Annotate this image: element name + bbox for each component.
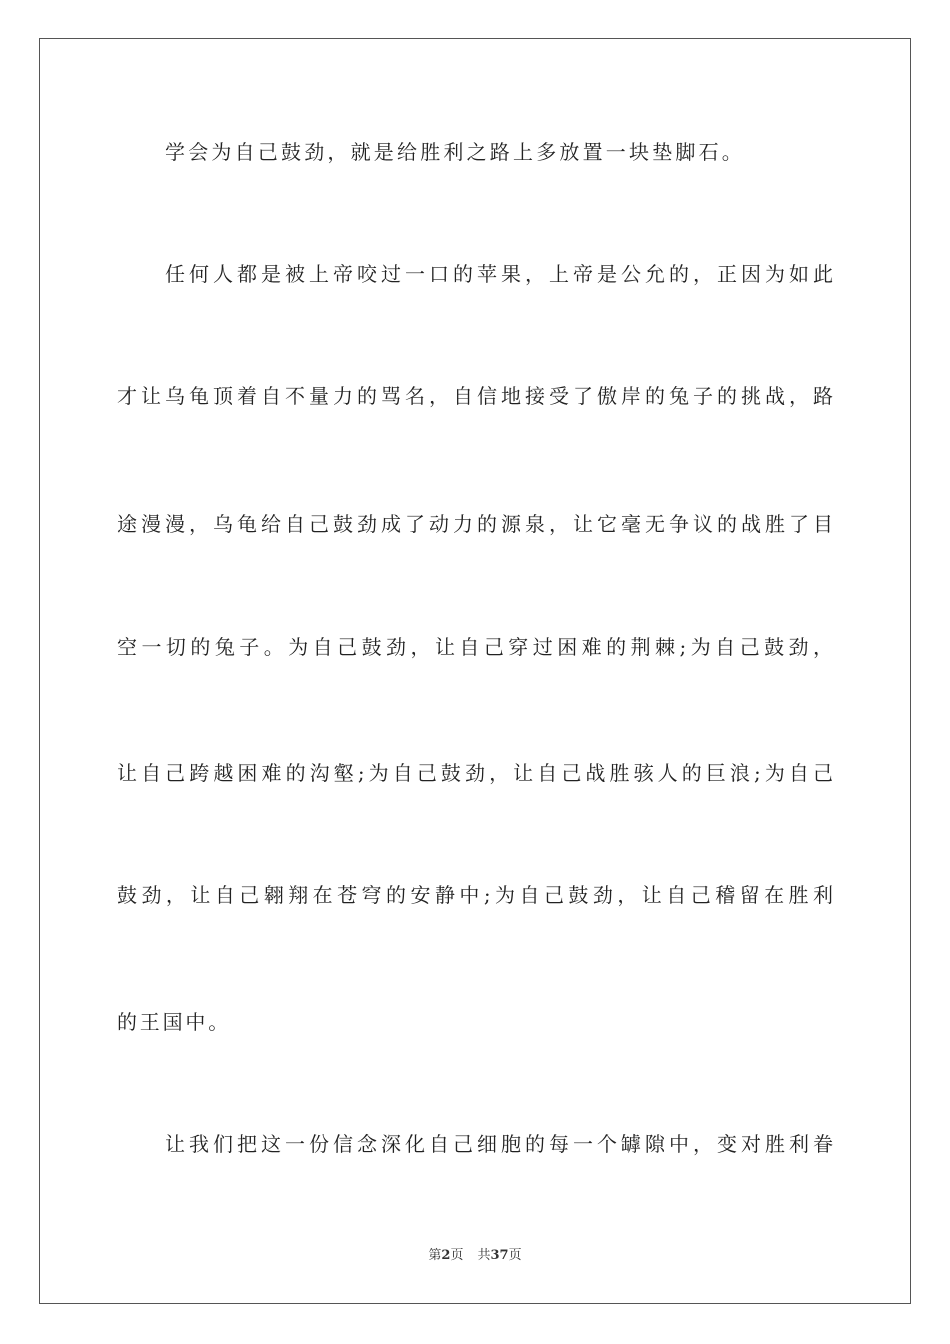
page-number: 2 [441, 1248, 451, 1263]
paragraph-line: 才让乌龟顶着自不量力的骂名，自信地接受了傲岸的兔子的挑战，路 [117, 384, 833, 408]
paragraph-line: 空一切的兔子。为自己鼓劲，让自己穿过困难的荆棘;为自己鼓劲， [117, 635, 833, 659]
page-footer [0, 1246, 950, 1266]
page-border [39, 38, 911, 1304]
page-prefix: 第 [428, 1248, 442, 1263]
page-suffix: 页 [450, 1248, 464, 1263]
total-suffix: 页 [508, 1248, 522, 1263]
paragraph-line: 的王国中。 [117, 1010, 231, 1034]
paragraph-line: 让自己跨越困难的沟壑;为自己鼓劲，让自己战胜骇人的巨浪;为自己 [117, 761, 833, 785]
paragraph-line: 让我们把这一份信念深化自己细胞的每一个罅隙中，变对胜利眷 [165, 1132, 833, 1156]
paragraph-line: 任何人都是被上帝咬过一口的苹果，上帝是公允的，正因为如此 [165, 262, 833, 286]
paragraph-line: 学会为自己鼓劲，就是给胜利之路上多放置一块垫脚石。 [165, 140, 745, 164]
total-pages: 37 [490, 1248, 509, 1263]
paragraph-line: 鼓劲，让自己翱翔在苍穹的安静中;为自己鼓劲，让自己稽留在胜利 [117, 883, 833, 907]
total-prefix: 共 [477, 1248, 491, 1263]
paragraph-line: 途漫漫，乌龟给自己鼓劲成了动力的源泉，让它毫无争议的战胜了目 [117, 512, 833, 536]
total-indicator [477, 1248, 521, 1263]
page-indicator [428, 1248, 463, 1263]
